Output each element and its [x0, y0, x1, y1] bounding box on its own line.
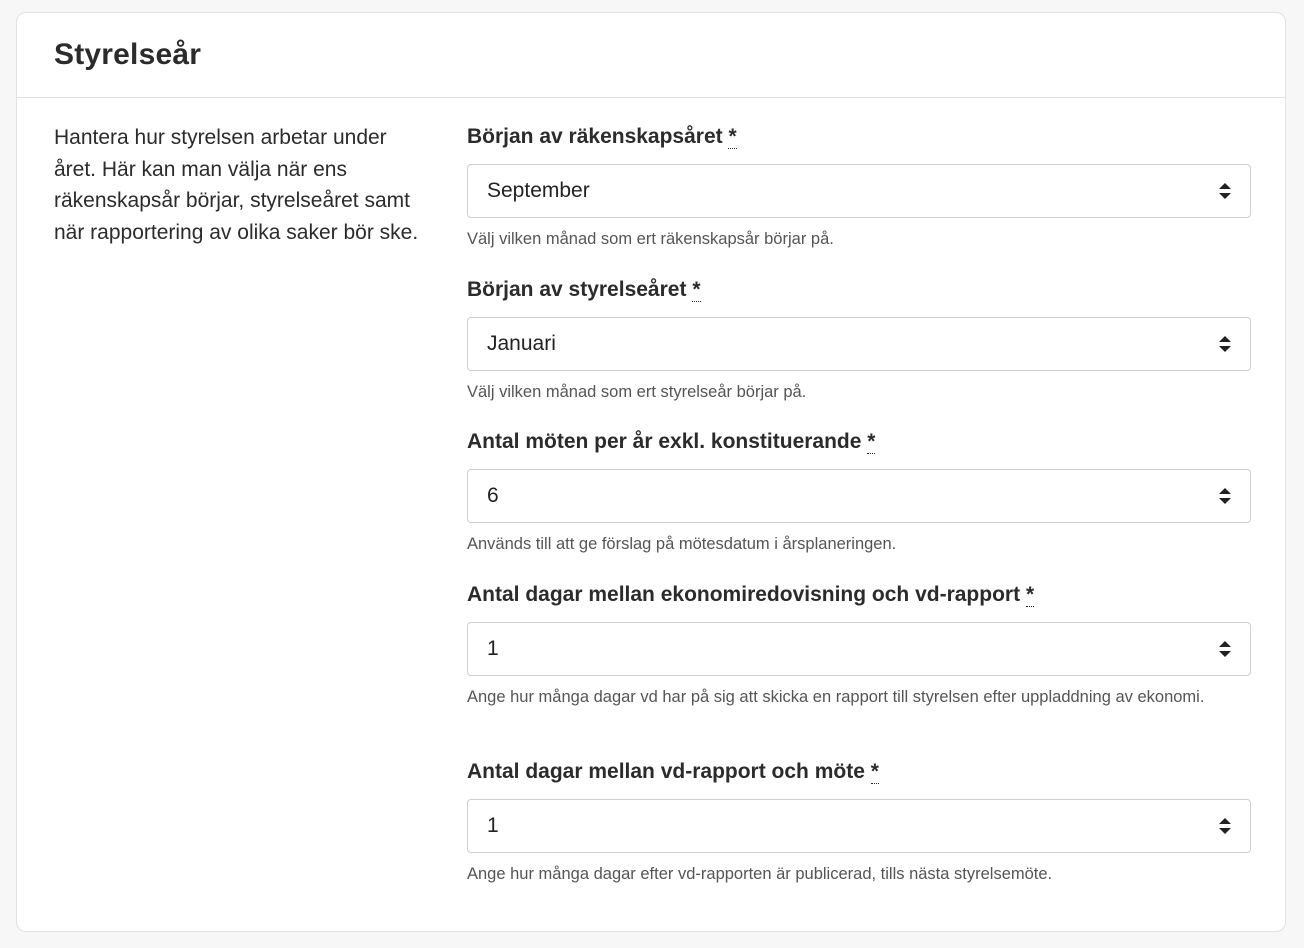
field-help-text: Välj vilken månad som ert styrelseår börjar på. [467, 382, 807, 401]
field-help-text: Används till att ge förslag på mötesdatum i årsplaneringen. [467, 535, 897, 553]
board-year-start-select[interactable] [467, 317, 1251, 371]
select-value: Januari [487, 331, 556, 355]
card-description: Hantera hur styrelsen arbetar under året. Här kan man välja när ens räkenskapsår börjar, styrelseåret samt när rapportering av olika saker bör ske. [54, 126, 419, 244]
select-value: 1 [487, 814, 499, 837]
select-arrows-icon [1219, 818, 1231, 834]
card-header [17, 13, 1285, 98]
select-value: 6 [487, 484, 499, 507]
field-help-text: Ange hur många dagar efter vd-rapporten är publicerad, tills nästa styrelsemöte. [467, 865, 1053, 883]
field-board-year-start [467, 275, 1251, 428]
field-days-report-to-meeting [467, 757, 1251, 887]
meetings-per-year-select[interactable] [467, 469, 1251, 523]
select-arrows-icon [1219, 336, 1231, 352]
select-value: September [487, 179, 590, 202]
days-economy-to-report-select[interactable] [467, 622, 1251, 676]
field-help-text: Ange hur många dagar vd har på sig att skicka en rapport till styrelsen efter uppladdning av ekonomi. [467, 687, 1205, 706]
days-report-to-meeting-select[interactable] [467, 799, 1251, 853]
field-label: Antal dagar mellan vd-rapport och möte * [467, 760, 879, 783]
field-meetings-per-year [467, 427, 1251, 580]
field-label: Antal möten per år exkl. konstituerande * [467, 430, 876, 453]
field-help-text: Välj vilken månad som ert räkenskapsår börjar på. [467, 230, 834, 248]
field-days-economy-to-report [467, 580, 1251, 758]
field-label: Antal dagar mellan ekonomiredovisning och vd-rapport * [467, 582, 1035, 606]
select-arrows-icon [1219, 183, 1231, 199]
required-marker: * [867, 430, 876, 453]
select-arrows-icon [1219, 641, 1231, 657]
required-marker: * [870, 760, 879, 783]
fiscal-year-start-select[interactable] [467, 164, 1251, 218]
field-label: Början av räkenskapsåret * [467, 125, 737, 148]
board-year-card [16, 12, 1286, 932]
card-title: Styrelseår [54, 38, 202, 71]
board-year-form [467, 122, 1251, 887]
field-label: Början av styrelseåret * [467, 277, 701, 301]
field-fiscal-year-start [467, 122, 1251, 275]
required-marker: * [692, 277, 701, 301]
required-marker: * [1025, 582, 1035, 606]
select-arrows-icon [1219, 488, 1231, 504]
select-value: 1 [487, 636, 499, 660]
required-marker: * [728, 125, 737, 148]
